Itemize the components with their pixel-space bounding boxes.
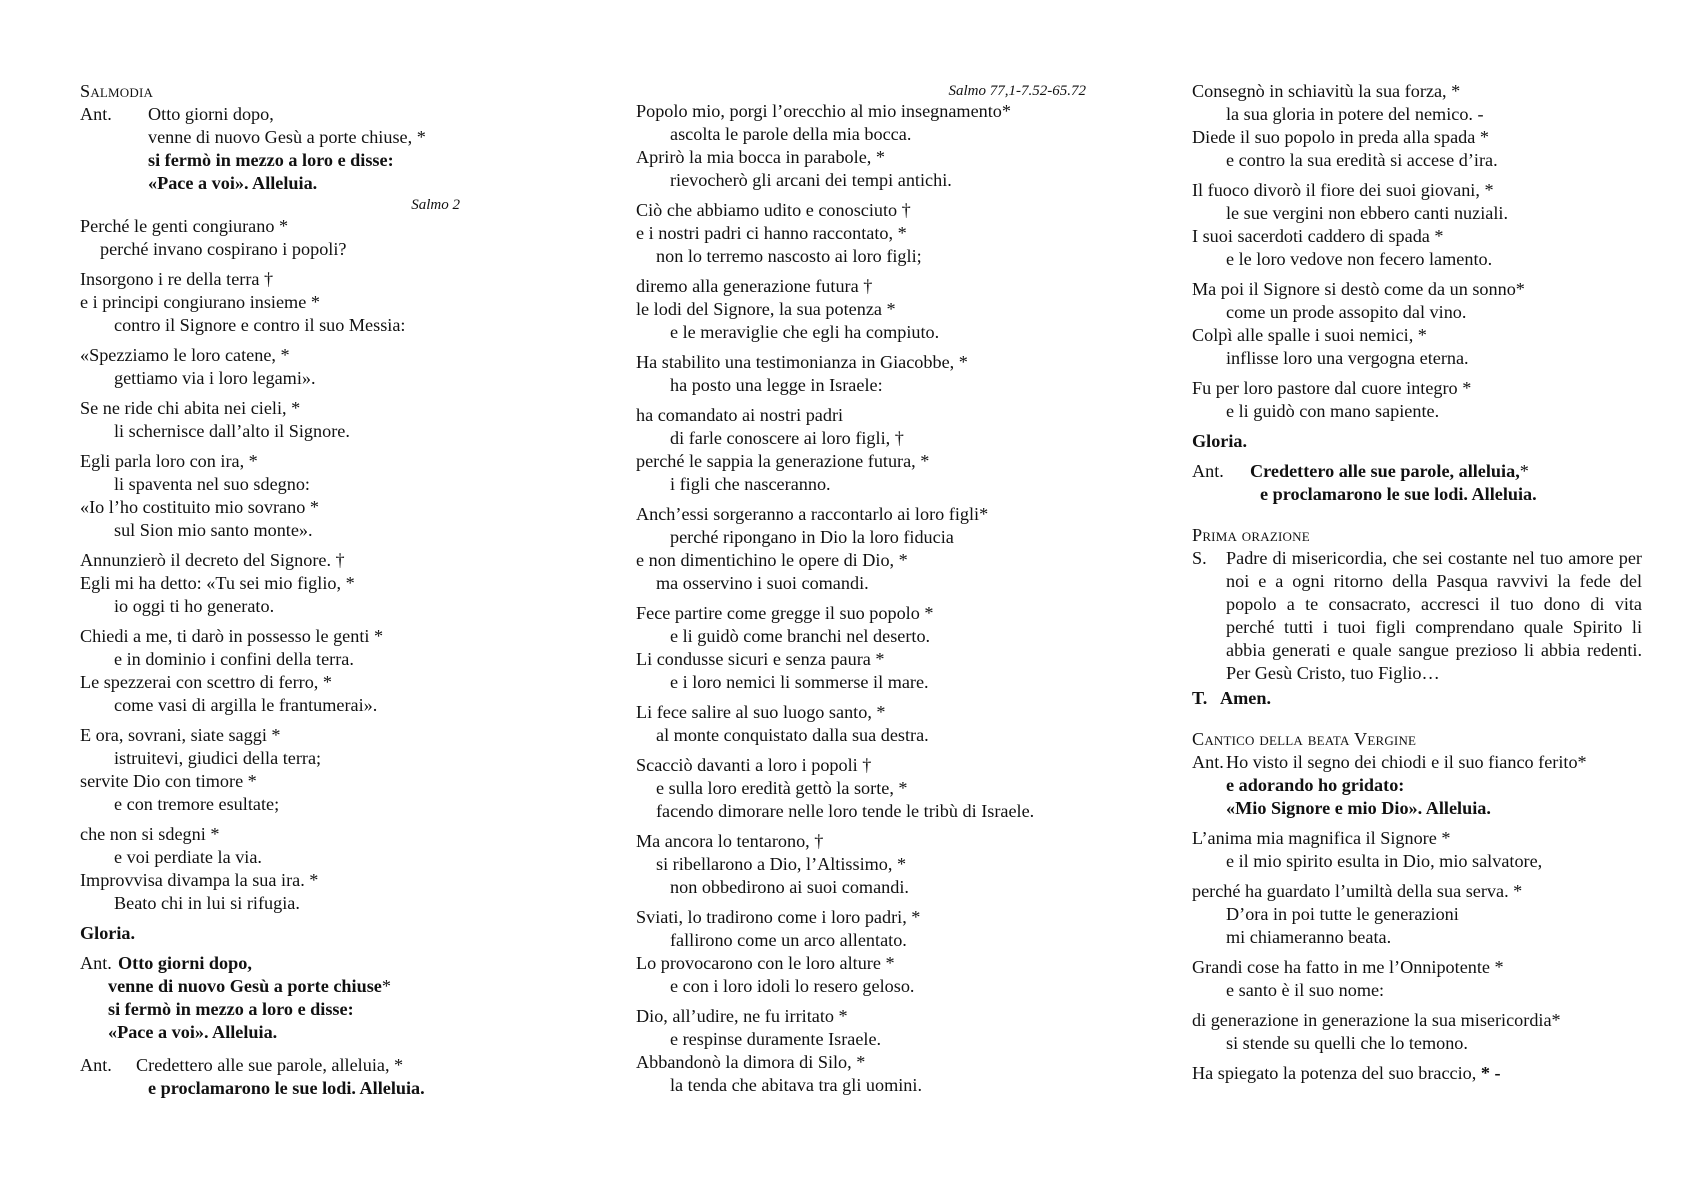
verse-line: i figli che nasceranno. xyxy=(670,474,831,494)
verse-line: le sue vergini non ebbero canti nuziali. xyxy=(1226,203,1508,223)
antiphon-line: venne di nuovo Gesù a porte chiuse xyxy=(108,976,382,996)
antiphon-star: * xyxy=(381,976,391,996)
antiphon-line: e proclamarono le sue lodi. Alleluia. xyxy=(1260,484,1537,504)
verse-line-end: * - xyxy=(1480,1063,1501,1083)
verse-line: Egli mi ha detto: «Tu sei mio figlio, * xyxy=(80,573,355,593)
verse-line: e li guidò come branchi nel deserto. xyxy=(670,626,931,646)
verse-line: Annunzierò il decreto del Signore. † xyxy=(80,550,345,570)
verse-line: Il fuoco divorò il fiore dei suoi giovani, * xyxy=(1192,180,1494,200)
psalm-stanza xyxy=(636,404,1086,496)
verse-line: si stende su quelli che lo temono. xyxy=(1226,1033,1468,1053)
cantico-antiphon xyxy=(1192,751,1642,820)
verse-line: contro il Signore e contro il suo Messia: xyxy=(114,315,406,335)
verse-line: Diede il suo popolo in preda alla spada * xyxy=(1192,127,1489,147)
psalm-stanza xyxy=(636,906,1086,998)
psalm-stanza xyxy=(636,830,1086,899)
verse-line: diremo alla generazione futura † xyxy=(636,276,873,296)
verse-line: Se ne ride chi abita nei cieli, * xyxy=(80,398,301,418)
antiphon-line: e adorando ho gridato: xyxy=(1226,775,1405,795)
verse-line: Improvvisa divampa la sua ira. * xyxy=(80,870,319,890)
verse-line: istruitevi, giudici della terra; xyxy=(114,748,322,768)
column-2 xyxy=(636,80,1086,1104)
verse-line: Perché le genti congiurano * xyxy=(80,216,289,236)
antiphon-line: e proclamarono le sue lodi. Alleluia. xyxy=(148,1078,425,1098)
verse-line: gettiamo via i loro legami». xyxy=(114,368,316,388)
verse-line: Scacciò davanti a loro i popoli † xyxy=(636,755,872,775)
verse-line: Colpì alle spalle i suoi nemici, * xyxy=(1192,325,1427,345)
psalm-stanza xyxy=(80,724,510,816)
antiphon-star: * xyxy=(1519,461,1529,481)
antiphon-line: Otto giorni dopo, xyxy=(118,953,252,973)
verse-line: io oggi ti ho generato. xyxy=(114,596,275,616)
verse-line: e in dominio i confini della terra. xyxy=(114,649,354,669)
verse-line: e li guidò con mano sapiente. xyxy=(1226,401,1440,421)
verse-line: Li fece salire al suo luogo santo, * xyxy=(636,702,886,722)
cantico-stanza xyxy=(1192,1009,1642,1055)
verse-line: perché invano cospirano i popoli? xyxy=(100,239,347,259)
cantico-stanza xyxy=(1192,827,1642,873)
cantico-stanza xyxy=(1192,1062,1642,1085)
section-title-prima-orazione: Prima orazione xyxy=(1192,525,1310,545)
antiphon-line: venne di nuovo Gesù a porte chiuse, * xyxy=(148,127,426,147)
antiphon-label: Ant. xyxy=(1192,461,1224,481)
psalm-stanza xyxy=(80,823,510,915)
verse-line: e santo è il suo nome: xyxy=(1226,980,1385,1000)
antiphon-line: Credettero alle sue parole, alleluia, * xyxy=(136,1055,404,1075)
verse-line: Consegnò in schiavitù la sua forza, * xyxy=(1192,81,1461,101)
verse-line: facendo dimorare nelle loro tende le tribù di Israele. xyxy=(656,801,1035,821)
verse-line: e con i loro idoli lo resero geloso. xyxy=(670,976,915,996)
verse-line: e i principi congiurano insieme * xyxy=(80,292,320,312)
gloria: Gloria. xyxy=(80,923,136,943)
verse-line: Insorgono i re della terra † xyxy=(80,269,274,289)
psalm-stanza xyxy=(1192,179,1642,271)
psalm-stanza xyxy=(636,275,1086,344)
verse-line: e non dimentichino le opere di Dio, * xyxy=(636,550,908,570)
antiphon-line: si fermò in mezzo a loro e disse: xyxy=(148,150,394,170)
verse-line: li spaventa nel suo sdegno: xyxy=(114,474,310,494)
antiphon-3 xyxy=(80,1054,510,1100)
verse-line: «Io l’ho costituito mio sovrano * xyxy=(80,497,319,517)
verse-line: Ciò che abbiamo udito e conosciuto † xyxy=(636,200,911,220)
verse-line: mi chiameranno beata. xyxy=(1226,927,1392,947)
section-title-salmodia: Salmodia xyxy=(80,81,154,101)
verse-line: Le spezzerai con scettro di ferro, * xyxy=(80,672,332,692)
antiphon-line: si fermò in mezzo a loro e disse: xyxy=(108,999,354,1019)
verse-line: fallirono come un arco allentato. xyxy=(670,930,907,950)
verse-line: e voi perdiate la via. xyxy=(114,847,262,867)
column-3 xyxy=(1192,80,1642,1092)
psalm-stanza xyxy=(636,100,1086,192)
antiphon-line: Ho visto il segno dei chiodi e il suo fianco ferito* xyxy=(1226,752,1587,772)
psalm-stanza xyxy=(636,1005,1086,1097)
antiphon-label: Ant. xyxy=(80,104,112,124)
prayer xyxy=(1192,547,1642,685)
psalm-stanza xyxy=(636,602,1086,694)
verse-line: di farle conoscere ai loro figli, † xyxy=(670,428,904,448)
prayer-label: S. xyxy=(1192,548,1207,568)
verse-line: servite Dio con timore * xyxy=(80,771,257,791)
psalm-source: Salmo 77,1-7.52-65.72 xyxy=(948,83,1086,99)
psalm-stanza xyxy=(636,503,1086,595)
section-title-cantico: Cantico della beata Vergine xyxy=(1192,729,1417,749)
verse-line: le lodi del Signore, la sua potenza * xyxy=(636,299,896,319)
verse-line: Li condusse sicuri e senza paura * xyxy=(636,649,885,669)
verse-line: perché ripongano in Dio la loro fiducia xyxy=(670,527,954,547)
antiphon-label: Ant. xyxy=(80,953,112,973)
antiphon-line: «Pace a voi». Alleluia. xyxy=(148,173,318,193)
verse-line: e il mio spirito esulta in Dio, mio salvatore, xyxy=(1226,851,1543,871)
verse-line: al monte conquistato dalla sua destra. xyxy=(656,725,929,745)
verse-line: Chiedi a me, ti darò in possesso le genti * xyxy=(80,626,384,646)
gloria: Gloria. xyxy=(1192,431,1248,451)
verse-line: come un prode assopito dal vino. xyxy=(1226,302,1467,322)
verse-line: Ha stabilito una testimonianza in Giacobbe, * xyxy=(636,352,968,372)
psalm-stanza xyxy=(1192,377,1642,423)
verse-line: e contro la sua eredità si accese d’ira. xyxy=(1226,150,1498,170)
psalm-stanza xyxy=(1192,80,1642,172)
amen-text: Amen. xyxy=(1220,688,1272,708)
verse-line: «Spezziamo le loro catene, * xyxy=(80,345,290,365)
psalm-stanza xyxy=(80,268,510,337)
verse-line: Anch’essi sorgeranno a raccontarlo ai loro figli* xyxy=(636,504,989,524)
verse-line: si ribellarono a Dio, l’Altissimo, * xyxy=(656,854,907,874)
antiphon-line: Credettero alle sue parole, alleluia, xyxy=(1250,461,1520,481)
verse-line: come vasi di argilla le frantumerai». xyxy=(114,695,378,715)
psalm-stanza xyxy=(636,351,1086,397)
verse-line: ma osservino i suoi comandi. xyxy=(656,573,869,593)
verse-line: e le loro vedove non fecero lamento. xyxy=(1226,249,1493,269)
verse-line: la tenda che abitava tra gli uomini. xyxy=(670,1075,923,1095)
verse-line: Ma ancora lo tentarono, † xyxy=(636,831,824,851)
verse-line: ha comandato ai nostri padri xyxy=(636,405,844,425)
verse-line: li schernisce dall’alto il Signore. xyxy=(114,421,350,441)
verse-line: Beato chi in lui si rifugia. xyxy=(114,893,300,913)
verse-line: di generazione in generazione la sua misericordia* xyxy=(1192,1010,1561,1030)
antiphon-label: Ant. xyxy=(80,1055,112,1075)
cantico-stanza xyxy=(1192,956,1642,1002)
verse-line: e i nostri padri ci hanno raccontato, * xyxy=(636,223,907,243)
verse-line: Sviati, lo tradirono come i loro padri, * xyxy=(636,907,921,927)
verse-line: Fu per loro pastore dal cuore integro * xyxy=(1192,378,1472,398)
antiphon-2 xyxy=(80,952,510,1044)
verse-line: Abbandonò la dimora di Silo, * xyxy=(636,1052,866,1072)
psalm-stanza xyxy=(80,549,510,618)
verse-line: perché le sappia la generazione futura, * xyxy=(636,451,930,471)
verse-line: Dio, all’udire, ne fu irritato * xyxy=(636,1006,848,1026)
verse-line: Popolo mio, porgi l’orecchio al mio insegnamento* xyxy=(636,101,1011,121)
antiphon-line: «Pace a voi». Alleluia. xyxy=(108,1022,278,1042)
cantico-stanza xyxy=(1192,880,1642,949)
psalm-stanza xyxy=(636,701,1086,747)
verse-line: ascolta le parole della mia bocca. xyxy=(670,124,912,144)
verse-line: e i loro nemici li sommerse il mare. xyxy=(670,672,929,692)
psalm-stanza xyxy=(80,344,510,390)
column-1 xyxy=(80,80,510,1107)
psalm-stanza xyxy=(1192,278,1642,370)
psalm-stanza xyxy=(80,450,510,542)
verse-line: I suoi sacerdoti caddero di spada * xyxy=(1192,226,1444,246)
verse-line: Aprirò la mia bocca in parabole, * xyxy=(636,147,885,167)
amen-label: T. xyxy=(1192,688,1208,708)
verse-line: inflisse loro una vergogna eterna. xyxy=(1226,348,1469,368)
verse-line: e con tremore esultate; xyxy=(114,794,280,814)
prayer-text: Padre di misericordia, che sei costante nel tuo amore per noi e a ogni ritorno della Pasqua ravvivi la fede del popolo a te consacrato, accresci il tuo dono di vita perché tutti i tuoi figli comprendano quale Spirito li abbia generati e quale sangue prezioso li abbia redenti. Per Gesù Cristo, tuo Figlio… xyxy=(1226,548,1642,683)
antiphon-label: Ant. xyxy=(1192,752,1224,772)
verse-line: E ora, sovrani, siate saggi * xyxy=(80,725,281,745)
psalm-stanza xyxy=(636,754,1086,823)
psalm-stanza xyxy=(80,625,510,717)
psalm-stanza xyxy=(80,397,510,443)
amen-line xyxy=(1192,687,1642,710)
verse-line: non lo terremo nascosto ai loro figli; xyxy=(656,246,922,266)
antiphon xyxy=(1192,460,1642,506)
verse-line: D’ora in poi tutte le generazioni xyxy=(1226,904,1459,924)
psalm-stanza xyxy=(80,215,510,261)
antiphon-1 xyxy=(80,103,510,195)
verse-line: che non si sdegni * xyxy=(80,824,220,844)
verse-line: Lo provocarono con le loro alture * xyxy=(636,953,895,973)
verse-line: non obbedirono ai suoi comandi. xyxy=(670,877,909,897)
psalm-stanza xyxy=(636,199,1086,268)
verse-line: la sua gloria in potere del nemico. - xyxy=(1226,104,1484,124)
verse-line: Ma poi il Signore si destò come da un sonno* xyxy=(1192,279,1525,299)
verse-line: Fece partire come gregge il suo popolo * xyxy=(636,603,934,623)
antiphon-line: Otto giorni dopo, xyxy=(148,104,274,124)
verse-line: e respinse duramente Israele. xyxy=(670,1029,882,1049)
verse-line: e le meraviglie che egli ha compiuto. xyxy=(670,322,940,342)
verse-line: perché ha guardato l’umiltà della sua serva. * xyxy=(1192,881,1523,901)
verse-line: sul Sion mio santo monte». xyxy=(114,520,313,540)
verse-line: L’anima mia magnifica il Signore * xyxy=(1192,828,1451,848)
antiphon-line: «Mio Signore e mio Dio». Alleluia. xyxy=(1226,798,1491,818)
verse-line: ha posto una legge in Israele: xyxy=(670,375,883,395)
verse-line: Egli parla loro con ira, * xyxy=(80,451,258,471)
psalm-source: Salmo 2 xyxy=(411,197,460,213)
verse-line: e sulla loro eredità gettò la sorte, * xyxy=(656,778,908,798)
verse-line: Grandi cose ha fatto in me l’Onnipotente * xyxy=(1192,957,1504,977)
verse-line: rievocherò gli arcani dei tempi antichi. xyxy=(670,170,952,190)
verse-line: Ha spiegato la potenza del suo braccio, xyxy=(1192,1063,1477,1083)
